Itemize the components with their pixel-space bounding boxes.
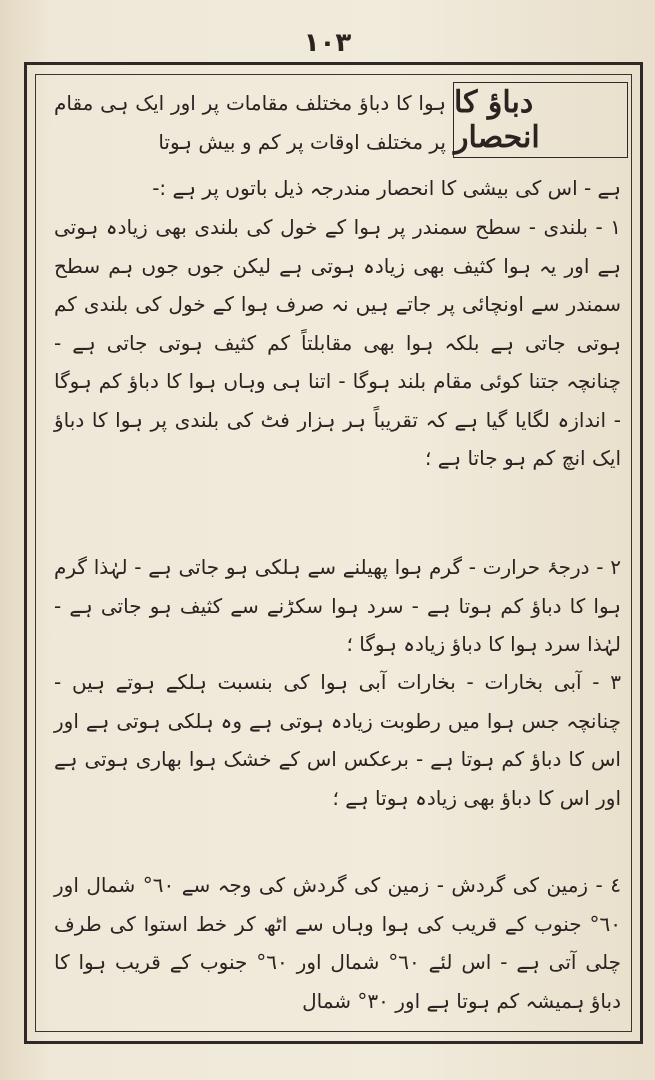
section-heading: دباؤ کا انحصار <box>453 82 628 158</box>
intro-continuation: ہے - اس کی بیشی کا انحصار مندرجہ ذیل باتوں پر ہے :- <box>152 176 621 200</box>
intro-paragraph: ہوا کا دباؤ مختلف مقامات پر اور ایک ہی مقام پر مختلف اوقات پر کم و بیش ہوتا <box>54 91 446 154</box>
point-earth-rotation: ٤ - زمین کی گردش - زمین کی گردش کی وجہ سے ٦٠° شمال اور ٦٠° جنوب کے قریب کی ہوا وہاں سے اٹھ کر خط استوا کی طرف چلی آتی ہے - اس لئے ٦٠° شمال اور ٦٠° جنوب کے قریب ہوا کا دباؤ ہمیشہ کم ہوتا ہے اور ٣٠° شمال <box>54 873 622 1013</box>
point-temperature: ٢ - درجۂ حرارت - گرم ہوا پھیلنے سے ہلکی ہو جاتی ہے - لہٰذا گرم ہوا کا دباؤ کم ہوتا ہے - سرد ہوا سکڑنے سے کثیف ہو جاتی ہے - لہٰذا سرد ہوا کا دباؤ زیادہ ہوگا ؛ <box>54 555 621 656</box>
point-altitude: ١ - بلندی - سطح سمندر پر ہوا کے خول کی بلندی بھی زیادہ ہوتی ہے اور یہ ہوا کثیف بھی زیادہ ہوتی ہے لیکن جوں جوں ہم سطح سمندر سے اونچائی پر جاتے ہیں نہ صرف ہوا کے خول کی بلندی کم ہوتی جاتی ہے بلکہ ہوا بھی مقابلتاً کم کثیف ہوتی جاتی ہے - چنانچہ جتنا کوئی مقام بلند ہوگا - اتنا ہی وہاں ہوا کا دباؤ کم ہوگا - اندازہ لگایا گیا ہے کہ تقریباً ہر ہزار فٹ کی بلندی پر ہوا کا دباؤ ایک انچ کم ہو جاتا ہے ؛ <box>54 215 621 470</box>
point-water-vapour: ٣ - آبی بخارات - بخارات آبی ہوا کی بنسبت ہلکے ہوتے ہیں - چنانچہ جس ہوا میں رطوبت زیادہ ہوتی ہے وہ ہلکی ہوتی ہے اور اس کا دباؤ کم ہوتا ہے - برعکس اس کے خشک ہوا بھاری ہوتی ہے اور اس کا دباؤ بھی زیادہ ہوتا ہے ؛ <box>54 670 621 810</box>
page-number: ١٠٣ <box>303 28 352 58</box>
